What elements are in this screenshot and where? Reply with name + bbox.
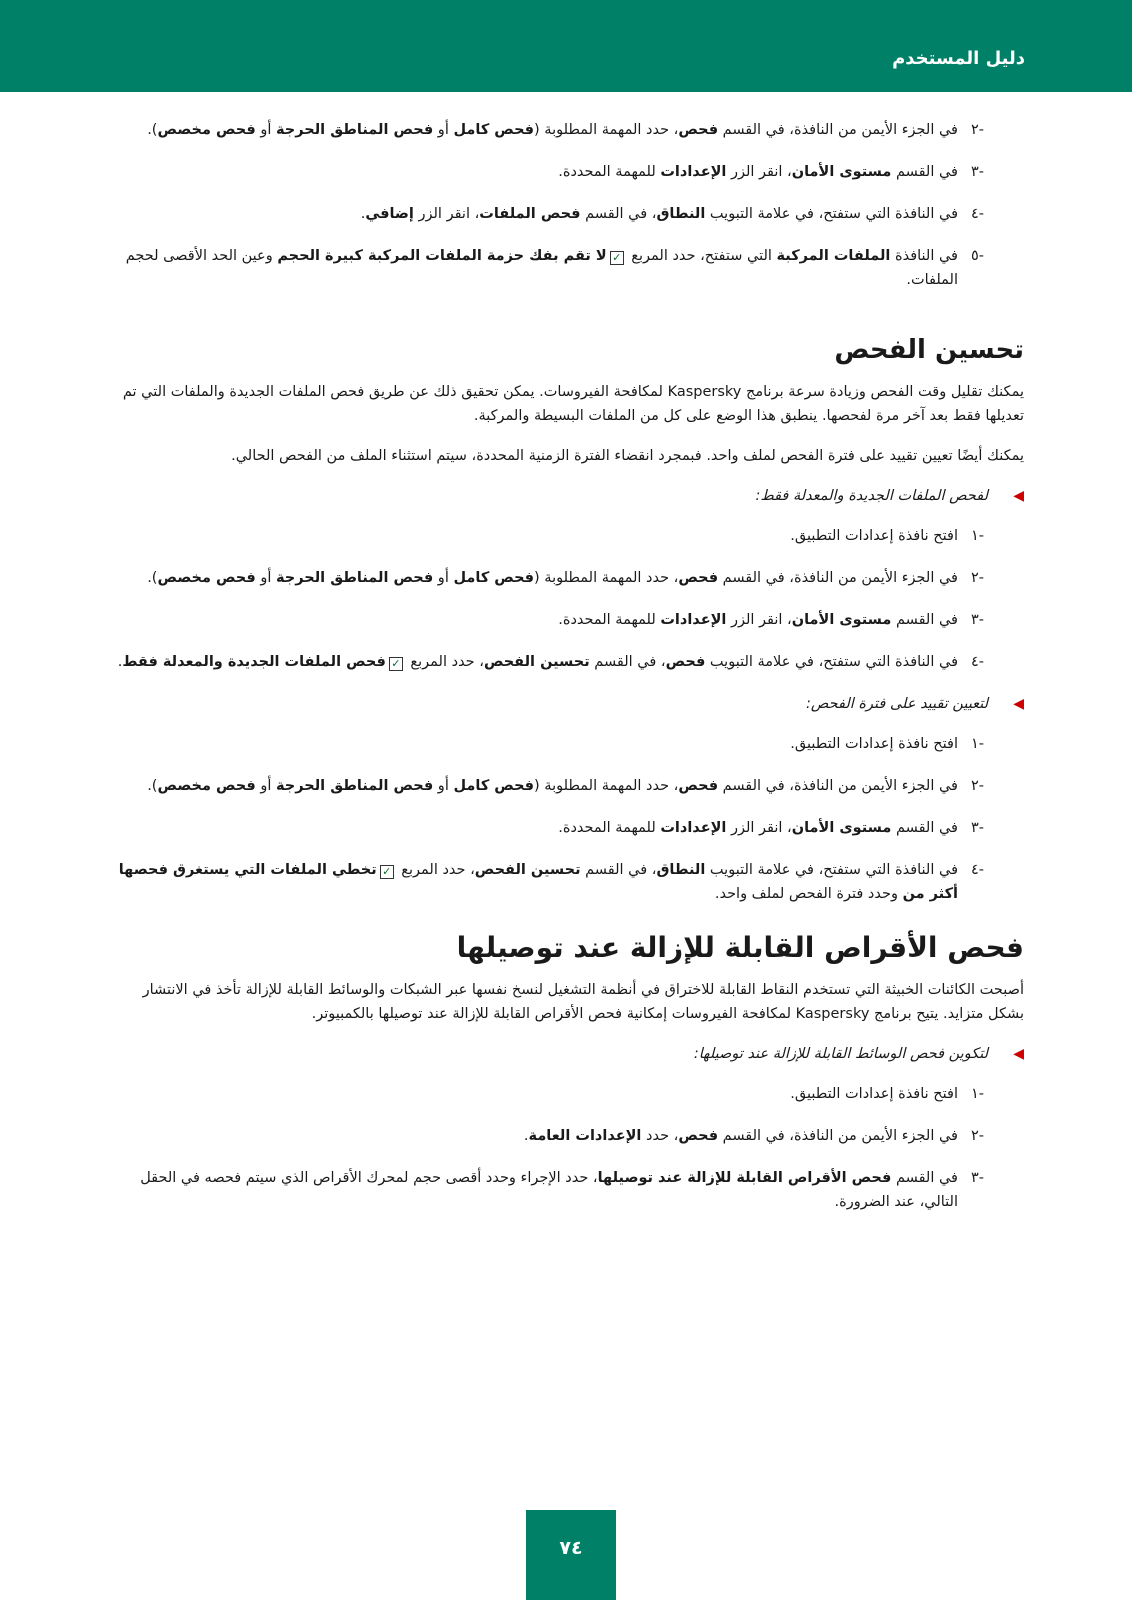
checkbox-icon: ✓: [610, 251, 624, 265]
procedure-heading: ◀ لفحص الملفات الجديدة والمعدلة فقط:: [108, 484, 1024, 508]
list-item: -٣ في القسم مستوى الأمان، انقر الزر الإعدادات للمهمة المحددة.: [558, 164, 984, 180]
list-item: -٢ في الجزء الأيمن من النافذة، في القسم فحص، حدد المهمة المطلوبة (فحص كامل أو فحص المناطق الحرجة أو فحص مخصص).: [147, 122, 984, 138]
list-item: -٤ في النافذة التي ستفتح، في علامة التبويب فحص، في القسم تحسين الفحص، حدد المربع ✓فحص الملفات الجديدة والمعدلة فقط.: [117, 654, 984, 670]
list-item: -٤ في النافذة التي ستفتح، في علامة التبويب النطاق، في القسم تحسين الفحص، حدد المربع ✓تخطي الملفات التي يستغرق فحصها أكثر من وحدد فترة الفحص لملف واحد.: [118, 862, 984, 902]
list-item: -١ افتح نافذة إعدادات التطبيق.: [790, 736, 984, 752]
list-item: -٤ في النافذة التي ستفتح، في علامة التبويب النطاق، في القسم فحص الملفات، انقر الزر إضافي.: [360, 206, 984, 222]
list-item: -٣ في القسم مستوى الأمان، انقر الزر الإعدادات للمهمة المحددة.: [558, 612, 984, 628]
arrow-bullet-icon: ◀: [1013, 696, 1024, 712]
procedure-heading: ◀ لتكوين فحص الوسائط القابلة للإزالة عند توصيلها:: [108, 1042, 1024, 1066]
list-item: -١ افتح نافذة إعدادات التطبيق.: [790, 1086, 984, 1102]
procedure-heading: ◀ لتعيين تقييد على فترة الفحص:: [108, 692, 1024, 716]
page-header: [0, 0, 1132, 92]
list-item: -٢ في الجزء الأيمن من النافذة، في القسم فحص، حدد المهمة المطلوبة (فحص كامل أو فحص المناطق الحرجة أو فحص مخصص).: [147, 778, 984, 794]
page-content: [108, 118, 1024, 1232]
list-item: -٥ في النافذة الملفات المركبة التي ستفتح، حدد المربع ✓لا تقم بفك حزمة الملفات المركبة كبيرة الحجم وعين الحد الأقصى لحجم الملفات.: [125, 248, 984, 288]
paragraph: يمكنك أيضًا تعيين تقييد على فترة الفحص لملف واحد. فبمجرد انقضاء الفترة الزمنية المحددة، سيتم استثناء الملف من الفحص الحالي.: [231, 448, 1024, 464]
section-title: فحص الأقراص القابلة للإزالة عند توصيلها: [456, 931, 1024, 964]
checkbox-icon: ✓: [380, 865, 394, 879]
page-number: ٧٤: [526, 1510, 616, 1600]
header-title: دليل المستخدم: [892, 48, 1025, 69]
paragraph: يمكنك تقليل وقت الفحص وزيادة سرعة برنامج Kaspersky لمكافحة الفيروسات. يمكن تحقيق ذلك عن طريق فحص الملفات الجديدة والملفات التي تم تعديلها فقط بعد آخر مرة لفحصها. ينطبق هذا الوضع على كل من الملفات البسيطة والمركبة.: [122, 384, 1024, 424]
arrow-bullet-icon: ◀: [1013, 1046, 1024, 1062]
list-item: -٢ في الجزء الأيمن من النافذة، في القسم فحص، حدد المهمة المطلوبة (فحص كامل أو فحص المناطق الحرجة أو فحص مخصص).: [147, 570, 984, 586]
list-item: -١ افتح نافذة إعدادات التطبيق.: [790, 528, 984, 544]
list-item: -٢ في الجزء الأيمن من النافذة، في القسم فحص، حدد الإعدادات العامة.: [523, 1128, 984, 1144]
list-item: -٣ في القسم فحص الأقراص القابلة للإزالة عند توصيلها، حدد الإجراء وحدد أقصى حجم لمحرك الأقراص الذي سيتم فحصه في الحقل التالي، عند الضرورة.: [140, 1170, 984, 1210]
section-title: تحسين الفحص: [834, 335, 1024, 365]
arrow-bullet-icon: ◀: [1013, 488, 1024, 504]
list-item: -٣ في القسم مستوى الأمان، انقر الزر الإعدادات للمهمة المحددة.: [558, 820, 984, 836]
checkbox-icon: ✓: [389, 657, 403, 671]
paragraph: أصبحت الكائنات الخبيثة التي تستخدم النقاط القابلة للاختراق في أنظمة التشغيل لنسخ نفسها عبر الشبكات والوسائط القابلة للإزالة تأخذ في الانتشار بشكل متزايد. يتيح برنامج Kaspersky لمكافحة الفيروسات إمكانية فحص الأقراص القابلة للإزالة عند توصيلها بالكمبيوتر.: [142, 982, 1024, 1022]
